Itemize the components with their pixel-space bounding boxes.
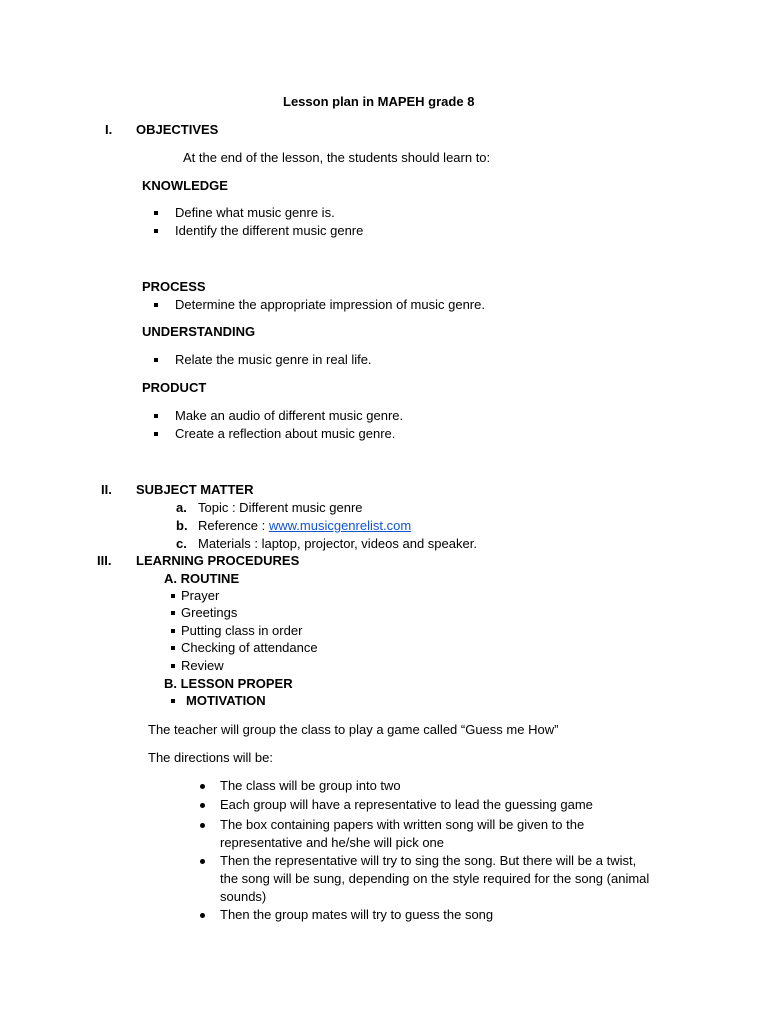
list-item: Topic : Different music genre [198,500,363,515]
list-item [198,518,411,534]
list-letter: a. [176,500,187,515]
list-item: Greetings [181,605,238,620]
square-bullet-icon [154,229,158,233]
list-item: Review [181,658,224,673]
square-bullet-icon [171,664,175,668]
list-letter: c. [176,536,187,551]
reference-link[interactable]: www.musicgenrelist.com [268,518,412,533]
square-bullet-icon [154,303,158,307]
list-item: Checking of attendance [181,640,318,655]
list-item: Identify the different music genre [175,223,364,238]
square-bullet-icon [154,358,158,362]
round-bullet-icon [200,803,205,808]
list-item: The class will be group into two [220,778,401,793]
round-bullet-icon [200,823,205,828]
list-item: Define what music genre is. [175,205,335,220]
subject-matter-heading: SUBJECT MATTER [136,482,254,497]
list-item-continuation: the song will be sung, depending on the style required for the song (animal [220,871,650,886]
list-item: Each group will have a representative to lead the guessing game [220,797,593,812]
list-item: Create a reflection about music genre. [175,426,396,441]
routine-heading: A. ROUTINE [164,571,240,586]
list-item: Putting class in order [181,623,303,638]
reference-label: Reference : [198,518,269,533]
square-bullet-icon [154,414,158,418]
list-item: Determine the appropriate impression of music genre. [175,297,485,312]
round-bullet-icon [200,913,205,918]
list-item: Then the group mates will try to guess the song [220,907,494,922]
motivation-heading: MOTIVATION [186,693,266,708]
square-bullet-icon [154,211,158,215]
list-item: Materials : laptop, projector, videos and speaker. [198,536,477,551]
list-item: Relate the music genre in real life. [175,352,372,367]
list-item: Prayer [181,588,220,603]
list-letter: b. [176,518,188,533]
square-bullet-icon [171,646,175,650]
round-bullet-icon [200,784,205,789]
directions-intro: The directions will be: [148,750,273,765]
motivation-paragraph: The teacher will group the class to play a game called “Guess me How” [148,722,559,737]
square-bullet-icon [171,699,175,703]
knowledge-heading: KNOWLEDGE [142,178,228,193]
section-numeral-1: I. [105,122,113,137]
list-item-continuation: representative and he/she will pick one [220,835,445,850]
square-bullet-icon [171,594,175,598]
objectives-heading: OBJECTIVES [136,122,219,137]
list-item: The box containing papers with written song will be given to the [220,817,585,832]
round-bullet-icon [200,859,205,864]
objectives-intro: At the end of the lesson, the students should learn to: [183,150,491,165]
list-item: Then the representative will try to sing the song. But there will be a twist, [220,853,637,868]
lesson-proper-heading: B. LESSON PROPER [164,676,293,691]
product-heading: PRODUCT [142,380,207,395]
section-numeral-2: II. [101,482,112,497]
list-item-continuation: sounds) [220,889,267,904]
section-numeral-3: III. [97,553,112,568]
square-bullet-icon [171,629,175,633]
process-heading: PROCESS [142,279,206,294]
square-bullet-icon [154,432,158,436]
list-item: Make an audio of different music genre. [175,408,404,423]
document-title: Lesson plan in MAPEH grade 8 [283,94,475,109]
understanding-heading: UNDERSTANDING [142,324,256,339]
learning-procedures-heading: LEARNING PROCEDURES [136,553,300,568]
square-bullet-icon [171,611,175,615]
